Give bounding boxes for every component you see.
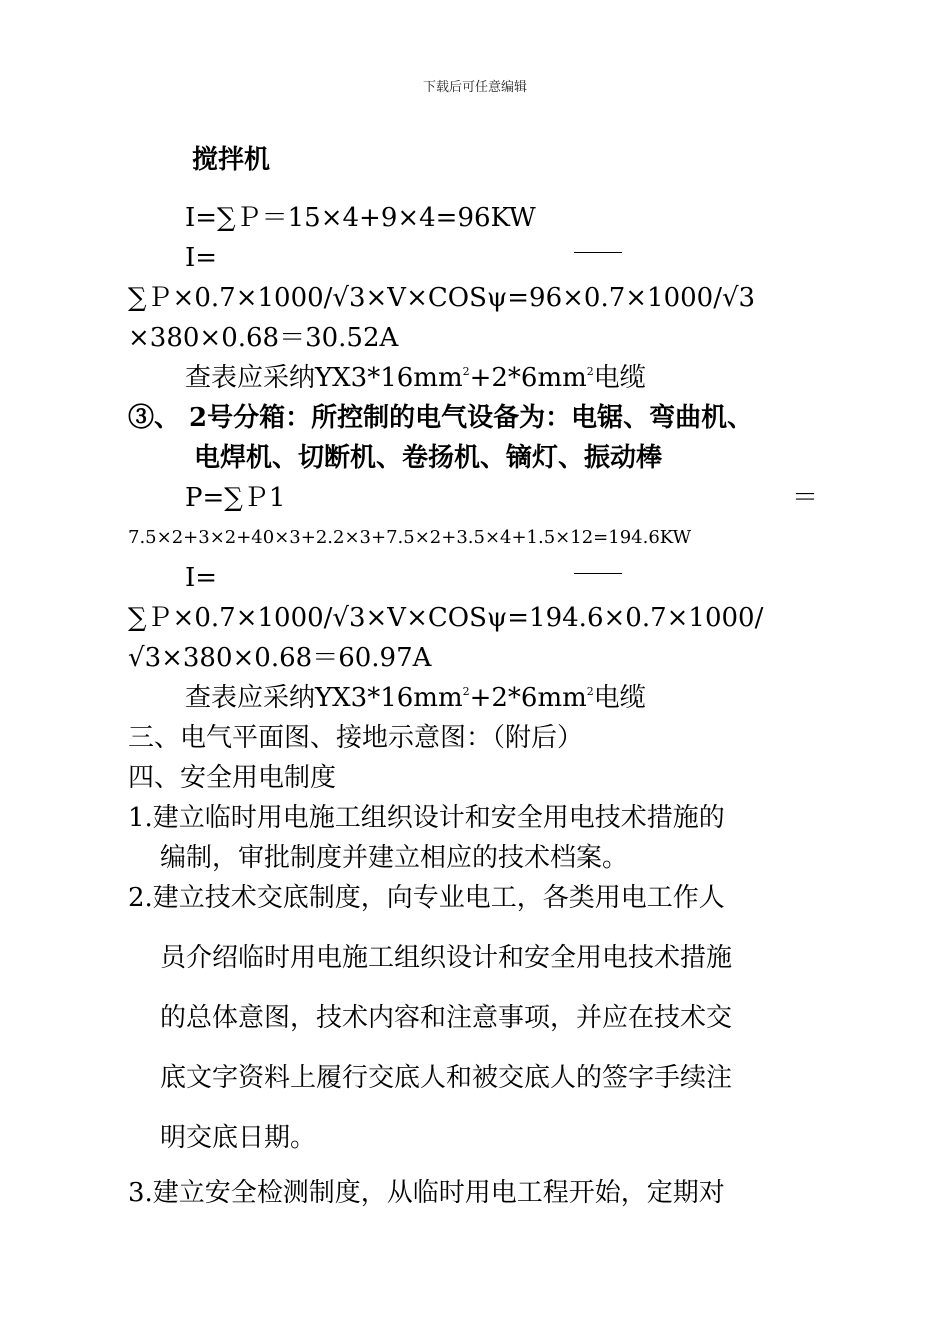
- mixer-current-formula: ∑Ｐ×0.7×1000/√3×V×COSψ=96×0.7×1000/√3: [128, 283, 756, 313]
- section-4-heading: 四、安全用电制度: [128, 763, 337, 793]
- item-1-line-2: 编制，审批制度并建立相应的技术档案。: [160, 843, 629, 873]
- mixer-title: 搅拌机: [192, 145, 271, 175]
- item-2-line-5: 明交底日期。: [160, 1123, 317, 1153]
- mixer-current-label: I=: [185, 243, 218, 273]
- box2-power-label: P=∑Ｐ1: [185, 483, 286, 513]
- box2-power-equals: ＝: [792, 483, 819, 513]
- item-3-line-1: 3.建立安全检测制度，从临时用电工程开始，定期对: [128, 1178, 725, 1208]
- item-1-line-1: 1.建立临时用电施工组织设计和安全用电技术措施的: [128, 803, 725, 833]
- item-2-line-1: 2.建立技术交底制度，向专业电工，各类用电工作人: [128, 883, 725, 913]
- fraction-line: [574, 252, 622, 253]
- fraction-line: [574, 573, 622, 574]
- item-2-line-4: 底文字资料上履行交底人和被交底人的签字手续注: [160, 1063, 733, 1093]
- box2-power-formula: 7.5×2+3×2+40×3+2.2×3+7.5×2+3.5×4+1.5×12=194.6KW: [128, 527, 692, 548]
- mixer-power-formula: I=∑Ｐ＝15×4+9×4=96KW: [185, 203, 536, 233]
- item-2-line-3: 的总体意图，技术内容和注意事项，并应在技术交: [160, 1003, 733, 1033]
- box2-current-formula: ∑Ｐ×0.7×1000/√3×V×COSψ=194.6×0.7×1000/: [128, 603, 764, 633]
- section-3-heading: 三、电气平面图、接地示意图：（附后）: [128, 723, 584, 753]
- mixer-current-result: ×380×0.68＝30.52A: [128, 323, 399, 353]
- box2-cable-spec: 查表应采纳$YX3*16mm^2+2*6mm^2$电缆: [185, 683, 646, 713]
- box2-heading: ③、 2号分箱：所控制的电气设备为：电锯、弯曲机、: [128, 403, 754, 433]
- box2-current-label: I=: [185, 563, 218, 593]
- box2-heading-cont: 电焊机、切断机、卷扬机、镝灯、振动棒: [194, 443, 663, 473]
- page-header: 下载后可任意编辑: [422, 80, 527, 95]
- box2-current-result: √3×380×0.68＝60.97A: [128, 643, 432, 673]
- item-2-line-2: 员介绍临时用电施工组织设计和安全用电技术措施: [160, 943, 733, 973]
- mixer-cable-spec: 查表应采纳$YX3*16mm^2+2*6mm^2$电缆: [185, 363, 646, 393]
